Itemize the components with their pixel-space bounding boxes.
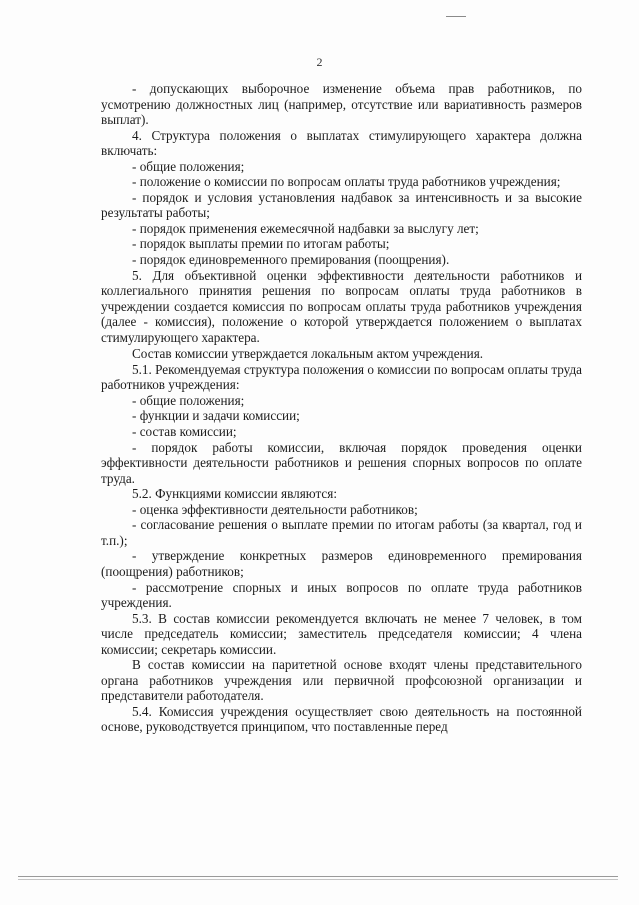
- paragraph: 5. Для объективной оценки эффективности деятельности работников и коллегиального принятия решения по вопросам оплаты труда работников в учреждении создается комиссия по вопросам оплаты труда работников учреждения (далее - комиссия), положение о которой утверждается положением о выплатах стимулирующего характера.: [101, 267, 582, 345]
- list-item: - порядок выплаты премии по итогам работы;: [132, 236, 390, 252]
- list-item: - порядок работы комиссии, включая порядок проведения оценки эффективности деятельности работников и решения спорных вопросов по оплате труда.: [101, 439, 582, 486]
- list-item: - общие положения;: [132, 392, 245, 408]
- paragraph: Состав комиссии утверждается локальным актом учреждения.: [132, 346, 484, 362]
- document-body: [101, 81, 582, 735]
- paragraph: 5.4. Комиссия учреждения осуществляет свою деятельность на постоянной основе, руководствуется принципом, что поставленные перед: [101, 703, 582, 735]
- list-item: - функции и задачи комиссии;: [132, 408, 300, 424]
- list-item: - общие положения;: [132, 158, 245, 174]
- paragraph: 5.1. Рекомендуемая структура положения о комиссии по вопросам оплаты труда работников учреждения:: [101, 361, 583, 393]
- list-item: - порядок единовременного премирования (поощрения).: [132, 252, 450, 268]
- bottom-edge-line: [18, 879, 618, 880]
- list-item: - состав комиссии;: [132, 424, 237, 440]
- bottom-edge-line: [18, 876, 618, 877]
- list-item: - порядок и условия установления надбавок за интенсивность и за высокие результаты работы;: [101, 189, 582, 221]
- scan-mark: [446, 16, 466, 17]
- list-item: - согласование решения о выплате премии по итогам работы (за квартал, год и т.п.);: [101, 517, 582, 548]
- paragraph: 5.2. Функциями комиссии являются:: [132, 486, 337, 502]
- paragraph: 4. Структура положения о выплатах стимулирующего характера должна включать:: [101, 127, 582, 159]
- list-item: - положение о комиссии по вопросам оплаты труда работников учреждения;: [132, 174, 561, 190]
- paragraph: В состав комиссии на паритетной основе входят члены представительного органа работников учреждения или первичной профсоюзной организации и представители работодателя.: [101, 657, 582, 704]
- list-item: - утверждение конкретных размеров единовременного премирования (поощрения) работников;: [101, 548, 582, 579]
- list-item: - оценка эффективности деятельности работников;: [132, 501, 418, 517]
- paragraph: - допускающих выборочное изменение объема прав работников, по усмотрению должностных лиц (например, отсутствие или вариативность размеров выплат).: [101, 81, 582, 128]
- paragraph: 5.3. В состав комиссии рекомендуется включать не менее 7 человек, в том числе председатель комиссии; заместитель председателя комиссии; 4 члена комиссии; секретарь комиссии.: [101, 610, 582, 657]
- page-number: 2: [316, 55, 323, 69]
- list-item: - порядок применения ежемесячной надбавки за выслугу лет;: [132, 220, 479, 236]
- list-item: - рассмотрение спорных и иных вопросов по оплате труда работников учреждения.: [101, 579, 582, 611]
